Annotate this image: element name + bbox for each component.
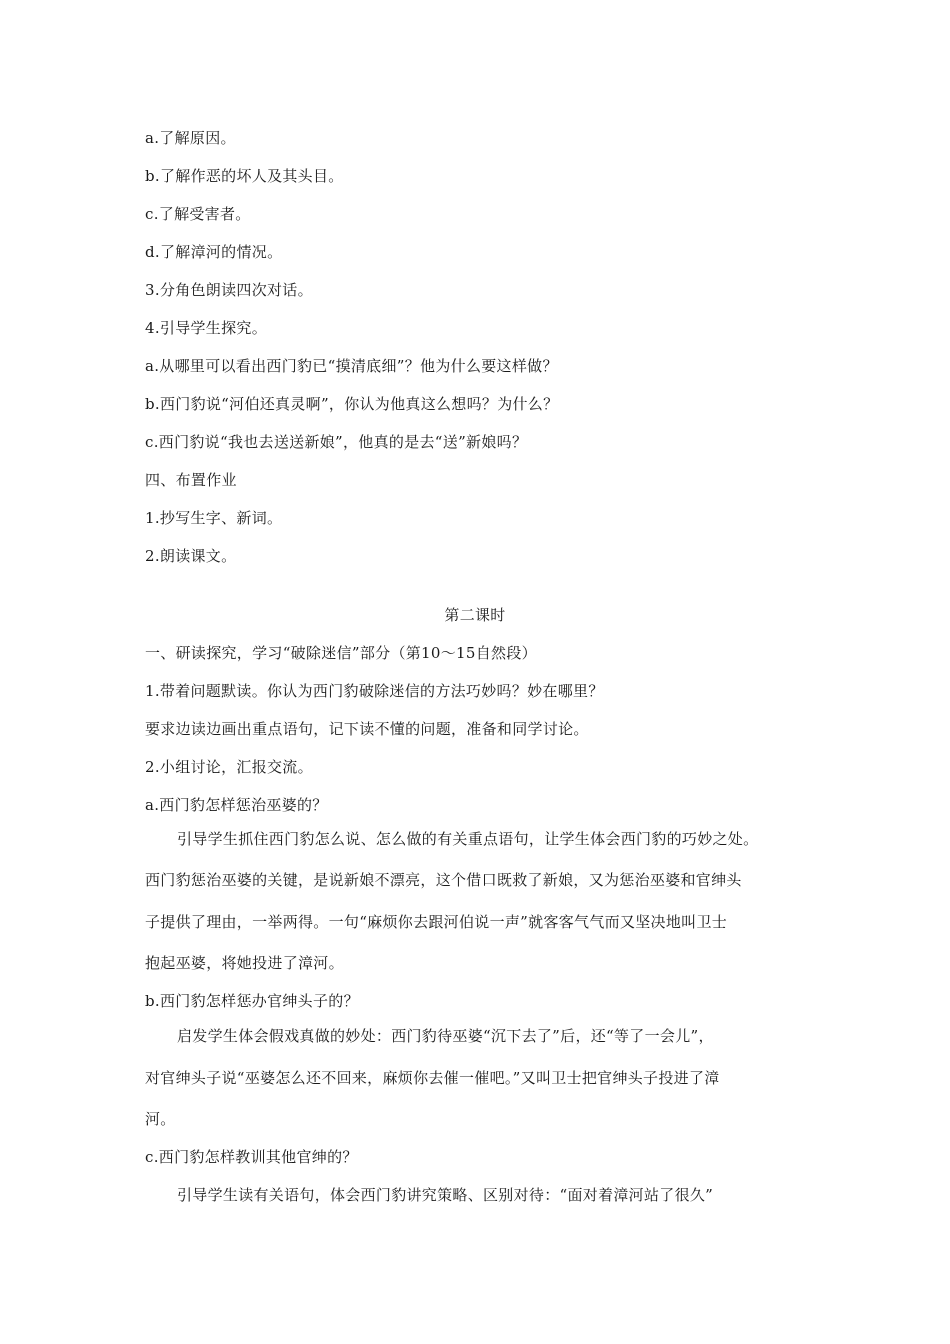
section-heading-homework: 四、布置作业	[145, 471, 237, 489]
step-2-group-discussion: 2.小组讨论，汇报交流。	[145, 758, 313, 776]
paragraph-c-line-1: 引导学生读有关语句，体会西门豹讲究策略、区别对待：“面对着漳河站了很久”	[177, 1186, 714, 1204]
homework-item-1: 1.抄写生字、新词。	[145, 509, 283, 527]
list-item-a-understand-cause: a.了解原因。	[145, 129, 236, 147]
step-1-requirement: 要求边读边画出重点语句，记下读不懂的问题，准备和同学讨论。	[145, 720, 589, 738]
section-heading-study: 一、研读探究，学习“破除迷信”部分（第10～15自然段）	[145, 644, 537, 662]
step-3-role-reading: 3.分角色朗读四次对话。	[145, 281, 313, 299]
step-1-silent-reading: 1.带着问题默读。你认为西门豹破除迷信的方法巧妙吗？妙在哪里？	[145, 682, 604, 700]
paragraph-b-line-1: 启发学生体会假戏真做的妙处：西门豹待巫婆“沉下去了”后，还“等了一会儿”，	[177, 1027, 714, 1045]
lesson-title-second: 第二课时	[444, 606, 506, 624]
paragraph-a-line-1: 引导学生抓住西门豹怎么说、怎么做的有关重点语句，让学生体会西门豹的巧妙之处。	[177, 830, 759, 848]
list-item-c-understand-victims: c.了解受害者。	[145, 205, 251, 223]
question-c: c.西门豹说“我也去送送新娘”，他真的是去“送”新娘吗？	[145, 433, 528, 451]
list-item-b-understand-villains: b.了解作恶的坏人及其头目。	[145, 167, 344, 185]
question-a: a.从哪里可以看出西门豹已“摸清底细”？他为什么要这样做？	[145, 357, 558, 375]
discussion-question-a: a.西门豹怎样惩治巫婆的？	[145, 796, 328, 814]
step-4-guide-exploration: 4.引导学生探究。	[145, 319, 268, 337]
paragraph-b-line-3: 河。	[145, 1110, 176, 1128]
paragraph-a-line-4: 抱起巫婆，将她投进了漳河。	[145, 954, 344, 972]
discussion-question-b: b.西门豹怎样惩办官绅头子的？	[145, 992, 359, 1010]
paragraph-a-line-2: 西门豹惩治巫婆的关键，是说新娘不漂亮，这个借口既救了新娘，又为惩治巫婆和官绅头	[145, 871, 742, 889]
list-item-d-understand-river: d.了解漳河的情况。	[145, 243, 283, 261]
discussion-question-c: c.西门豹怎样教训其他官绅的？	[145, 1148, 358, 1166]
paragraph-a-line-3: 子提供了理由，一举两得。一句“麻烦你去跟河伯说一声”就客客气气而又坚决地叫卫士	[145, 913, 728, 931]
paragraph-b-line-2: 对官绅头子说“巫婆怎么还不回来，麻烦你去催一催吧。”又叫卫士把官绅头子投进了漳	[145, 1069, 720, 1087]
homework-item-2: 2.朗读课文。	[145, 547, 237, 565]
question-b: b.西门豹说“河伯还真灵啊”，你认为他真这么想吗？为什么？	[145, 395, 559, 413]
